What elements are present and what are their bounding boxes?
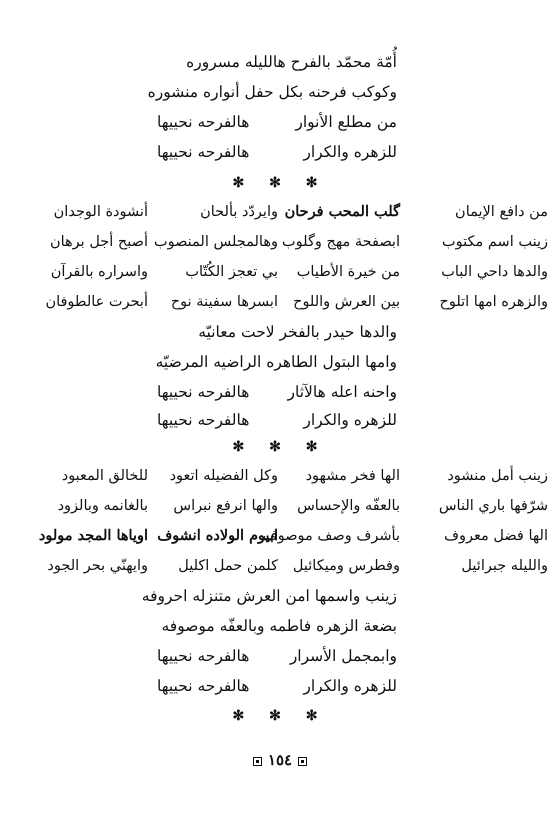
- verse-line: زينب واسمها امن العرش متنزله احروفه: [141, 587, 397, 605]
- verse-cell: أبحرت عالطوفان: [45, 294, 148, 310]
- verse-cell: من دافع الإيمان: [455, 204, 548, 220]
- verse-cell: اوياها المجد مولود: [38, 527, 148, 544]
- verse-cell: بالغانمه وبالزود: [57, 498, 148, 514]
- section-divider-stars: ✻ ✻ ✻: [232, 175, 328, 191]
- verse-refrain: هالفرحه نحييها: [157, 113, 250, 131]
- verse-cell: واسراره بالقرآن: [50, 264, 148, 280]
- verse-cell: والها انرفع نبراس: [173, 498, 278, 514]
- verse-cell: للخالق المعبود: [61, 468, 148, 484]
- verse-refrain: هالفرحه نحييها: [157, 411, 250, 429]
- verse-refrain: هالفرحه نحييها: [157, 143, 250, 161]
- verse-cell: بأشرف وصف موصوف: [262, 528, 400, 544]
- verse-line: أُمّة محمّد بالفرح هالليله مسروره: [186, 53, 397, 71]
- verse-cell: وهالمجلس المنصوب: [153, 234, 278, 250]
- verse-cell: وفطرس وميكائيل: [292, 558, 400, 574]
- verse-hemistich: من مطلع الأنوار: [295, 113, 397, 131]
- verse-cell: بي تعجز الكُتّاب: [185, 264, 278, 280]
- verse-cell: والزهره امها اتلوح: [439, 294, 548, 310]
- verse-line: والدها حيدر بالفخر لاحت معانيّه: [198, 323, 397, 341]
- verse-hemistich: وابمجمل الأسرار: [289, 647, 397, 665]
- verse-cell: الها فخر مشهود: [305, 468, 400, 484]
- verse-cell: بالعفّه والإحساس: [297, 498, 400, 514]
- verse-pair: [157, 381, 397, 403]
- verse-cell: ابصفحة مهج وگلوب: [282, 234, 400, 250]
- verse-hemistich: للزهره والكرار: [303, 677, 397, 695]
- verse-cell: وكل الفضيله اتعود: [169, 468, 278, 484]
- verse-cell: والليله جبرائيل: [461, 558, 548, 574]
- section-divider-stars: ✻ ✻ ✻: [232, 708, 328, 724]
- page-number: ١٥٤: [267, 751, 293, 769]
- verse-pair: [157, 409, 397, 431]
- verse-cell: شرّفها باري الناس: [438, 498, 548, 514]
- verse-pair: [157, 111, 397, 133]
- verse-refrain: هالفرحه نحييها: [157, 677, 250, 695]
- verse-hemistich: للزهره والكرار: [303, 143, 397, 161]
- verse-cell: من خيرة الأطياب: [296, 264, 400, 280]
- verse-cell: زينب أمل منشود: [447, 468, 548, 484]
- verse-cell: كلمن حمل اكليل: [178, 558, 278, 574]
- verse-cell: ابيوم الولاده انشوف: [157, 527, 278, 544]
- verse-hemistich: للزهره والكرار: [303, 411, 397, 429]
- verse-pair: [157, 645, 397, 667]
- square-ornament-icon: [253, 757, 262, 766]
- verse-pair: [157, 675, 397, 697]
- verse-cell: وايهنّي بحر الجود: [47, 558, 148, 574]
- verse-cell: أنشودة الوجدان: [53, 204, 148, 220]
- verse-pair: [157, 141, 397, 163]
- verse-cell: ابسرها سفينة نوح: [170, 294, 278, 310]
- verse-line: وامها البتول الطاهره الراضيه المرضيّه: [155, 353, 397, 371]
- verse-cell: وايردّد بألحان: [200, 204, 278, 220]
- page-number-footer: [0, 750, 560, 770]
- verse-line: بضعة الزهره فاطمه وبالعفّه موصوفه: [161, 617, 397, 635]
- verse-cell: بين العرش واللوح: [293, 294, 400, 310]
- verse-refrain: هالفرحه نحييها: [157, 383, 250, 401]
- verse-refrain: هالفرحه نحييها: [157, 647, 250, 665]
- verse-hemistich: واحنه اعله هالآثار: [287, 383, 397, 401]
- verse-cell: گلب المحب فرحان: [284, 203, 400, 220]
- verse-line: وكوكب فرحنه بكل حفل أنواره منشوره: [147, 83, 397, 101]
- square-ornament-icon: [298, 757, 307, 766]
- verse-cell: أصبح أجل برهان: [49, 234, 148, 250]
- verse-cell: والدها داحي الباب: [441, 264, 548, 280]
- verse-cell: الها فضل معروف: [443, 528, 548, 544]
- section-divider-stars: ✻ ✻ ✻: [232, 439, 328, 455]
- verse-cell: زينب اسم مكتوب: [442, 234, 548, 250]
